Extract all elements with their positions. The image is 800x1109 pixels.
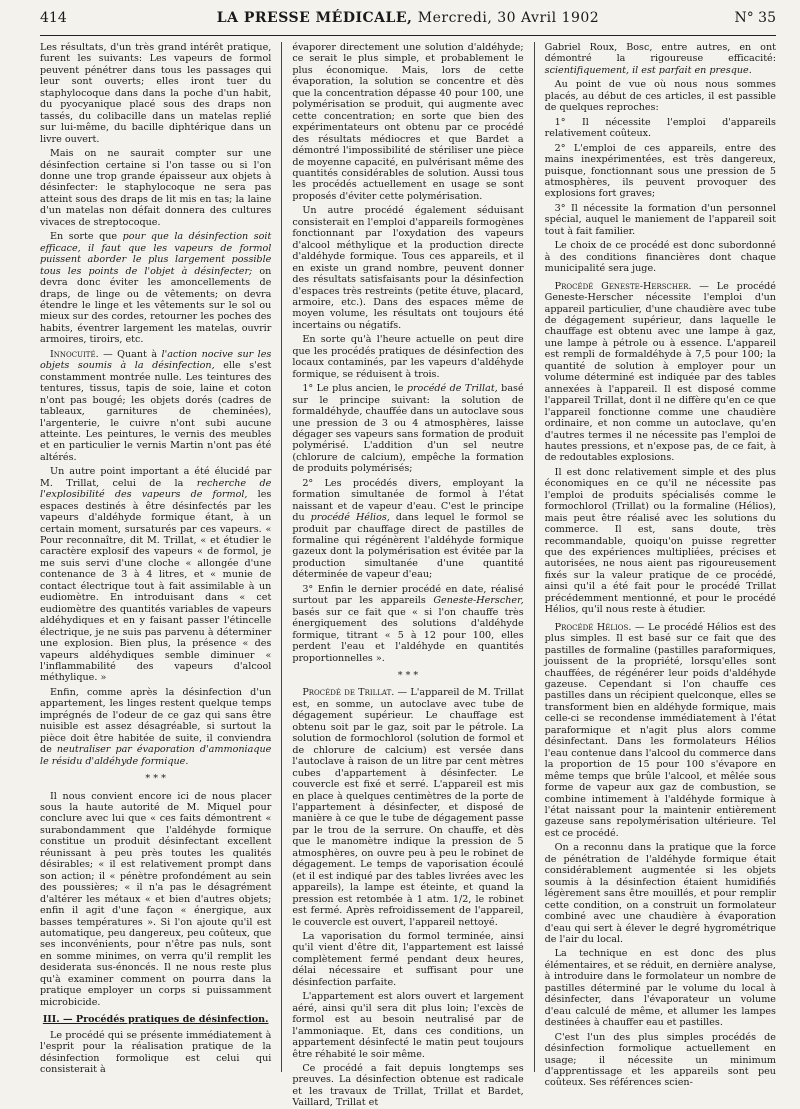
paragraph: Il est donc relativement simple et des plus économiques en ce qu'il ne nécessite pas l'emploi de produits spécialisés comme le formochlorol (Trillat) ou la formaline (Hélios), mais peut être réalisé avec les solutions du commerce. Il est, sans doute, très recommandable, quoiqu'on puisse regretter que des expériences multipliées, précises et autorisées, ne nous aient pas rigoureusement fixés sur la valeur pratique de ce procédé, ainsi qu'il a été fait pour le procédé Trillat précédemment mentionné, et pour le procédé Hélios, qu'il nous reste à étudier. xyxy=(544,466,776,616)
paragraph: Le choix de ce procédé est donc subordonné à des conditions financières dont chaque municipalité sera juge. xyxy=(544,240,776,275)
paragraph xyxy=(40,231,271,346)
paragraph xyxy=(40,687,271,767)
paragraph xyxy=(40,466,271,684)
run-in-heading: Procédé Geneste-Herscher. xyxy=(554,280,692,292)
issue-number: N° 35 xyxy=(734,10,776,26)
paragraph: Au point de vue où nous nous sommes placés, au début de ces articles, il est passible de quelques reproches: xyxy=(544,79,776,114)
paragraph xyxy=(545,281,776,464)
section-heading-text: III. — Procédés pratiques de désinfection. xyxy=(42,1014,269,1026)
paragraph: On a reconnu dans la pratique que la force de pénétration de l'aldéhyde formique était considérablement augmentée si les objets soumis à la désinfection étaient humidifiés légèrement sans être mouillés, et pour remplir cette condition, on a construit un formolateur combiné avec une chaudière à évaporation d'eau qui sert à élever le degré hygrométrique de l'air du local. xyxy=(544,842,776,945)
text: Un autre point important a été élucidé par M. Trillat, celui de la xyxy=(40,466,272,489)
column-3 xyxy=(544,42,776,1089)
journal-title xyxy=(217,10,599,26)
paragraph xyxy=(292,687,523,928)
text: 2° Les procédés divers, employant la formation simultanée de formol à l'état naissant et de vapeur d'eau. C'est le principe du xyxy=(292,477,524,524)
section-heading xyxy=(40,1014,271,1025)
paragraph xyxy=(292,584,523,664)
paragraph xyxy=(292,383,523,475)
text: — L'appareil de M. Trillat est, en somme, un autoclave avec tube de dégagement supérieur. Le chauffage est obtenu soit par le gaz, soit par le pétrole. La solution de formochlorol (solution de formol et de chlorure de calcium) est versée dans l'autoclave à raison de un litre par cent mètres cubes d'appartement à désinfecter. Le couvercle est fixé et serré. L'appareil est mis en place à quelques centimètres de la porte de l'appartement à désinfecter, et disposé de manière à ce que le tube de dégagement passe par le trou de la serrure. On chauffe, et dès que le manomètre indique la pression de 5 atmosphères, on ouvre peu à peu le robinet de dégagement. Le temps de vaporisation écoulé (et il est indiqué par des tables livrées avec les appareils), la lampe est éteinte, et quand la pression est retombée à 1 atm. 1/2, le robinet est fermé. Après refroidissement de l'appareil, le couvercle est ouvert, l'appareil nettoyé. xyxy=(292,687,524,928)
run-in-heading: Innocuité. xyxy=(50,348,99,360)
paragraph: Ce procédé a fait depuis longtemps ses preuves. La désinfection obtenue est radicale et les travaux de Trillat, Trillat et Bardet, Vaillard, Trillat et xyxy=(292,1062,524,1109)
italic-text: scientifiquement, il est parfait en presque. xyxy=(544,64,752,76)
text: Enfin, comme après la désinfection d'un appartement, les linges restent quelque temps imprégnés de l'odeur de ce gaz qui sans être nuisible est assez désagréable, si surtout la pièce doit être habitée de suite, il conviendra de xyxy=(40,686,272,756)
text: En sorte que xyxy=(50,231,123,243)
text: elle s'est constamment montrée nulle. Les teintures des tentures, tissus, tapis de soie, laine et coton n'ont pas bougé; les objets dorés (cadres de tableaux, garnitures de cheminées), l'argenterie, le cuivre n'ont subi aucune atteinte. Les peintures, le vernis des meubles et en particulier le vernis Martin n'ont pas été altérés. xyxy=(40,360,272,463)
paragraph: Un autre procédé également séduisant consisterait en l'emploi d'appareils formogènes fonctionnant par l'oxydation des vapeurs d'alcool méthylique et la production directe d'aldéhyde formique. Tous ces appareils, et il en existe un grand nombre, peuvent donner des résultats satisfaisants pour la désinfection d'espaces très restreints (petite étuve, placard, armoire, etc.). Dans des espaces même de moyen volume, les résultats ont toujours été incertains ou négatifs. xyxy=(292,205,524,331)
text: basés sur ce fait que « si l'on chauffe très énergiquement des solutions d'aldéhyde formique, titrant « 5 à 12 pour 100, elles perdent l'eau et l'aldéhyde en quantités proportionnelles ». xyxy=(292,606,524,664)
paragraph: Il nous convient encore ici de nous placer sous la haute autorité de M. Miquel pour conclure avec lui que « ces faits démontrent « surabondamment que l'aldéhyde formique constitue un produit désinfectant excellent réunissant à peu près toutes les qualités désirables; « il est relativement prompt dans son action; il « pénètre profondément au sein des poussières; « il n'a pas le désagrément d'altérer les métaux « et bien d'autres objets; enfin il agit d'une façon « énergique, aux basses températures ». Si l'on ajoute qu'il est automatique, peu dangereux, peu coûteux, que ses inconvénients, pour n'être pas nuls, sont en somme minimes, on verra qu'il remplit les desiderata sus-énoncés. Il ne nous reste plus qu'à examiner comment on pourra dans la pratique employer un corps si puissamment microbicide. xyxy=(40,790,272,1008)
section-separator: * * * xyxy=(397,670,419,682)
paragraph: évaporer directement une solution d'aldéhyde; ce serait le plus simple, et probablement le plus économique. Mais, lors de cette évaporation, la solution se concentre et dès que la concentration dépasse 40 pour 100, une polymérisation se produit, qui augmente avec cette concentration; en sorte que bien des expérimentateurs ont obtenu par ce procédé des résultats médiocres et que Bardet a démontré l'impossibilité de stériliser une pièce de moyenne capacité, en pulvérisant même des quantités considérables de solution. Aussi tous les procédés actuellement en usage se sont proposés d'éviter cette polymérisation. xyxy=(292,42,524,202)
text: les espaces destinés à être désinfectés par les vapeurs d'aldéhyde formique étant, à un certain moment, sursaturés par ces vapeurs. « Pour reconnaître, dit M. Trillat, « et étudier le caractère explosif des vapeurs « de formol, je me suis servi d'une cloche « allongée d'une contenance de 3 à 4 litres, et « munie de contact électrique tout à fait assimilable à un eudiomètre. En introduisant dans « cet eudiomètre des quantités variables de vapeurs aldéhydiques et en y faisant passer l'étincelle électrique, je ne suis pas parvenu à déterminer une explosion. Bien plus, la présence « des vapeurs aldéhydiques semble diminuer « l'inflammabilité des vapeurs d'alcool méthylique. » xyxy=(40,489,272,684)
paragraph: Mais on ne saurait compter sur une désinfection certaine si l'on tasse ou si l'on donne une trop grande épaisseur aux objets à désinfecter: le staphylocoque ne sera pas atteint sous des draps de lit mis en tas; la laine d'un matelas non défait donnera des cultures vivaces de streptocoque. xyxy=(40,148,272,228)
text: on devra donc éviter les amoncellements de draps, de linge ou de vêtements; on devra étendre le linge et les vêtements sur le sol ou mieux sur des cordes, retourner les poches des habits, éventrer largement les matelas, ouvrir armoires, tiroirs, etc. xyxy=(40,265,272,346)
header-rule xyxy=(40,35,776,36)
paragraph xyxy=(545,622,776,840)
list-item: 3° Il nécessite la formation d'un personnel spécial, auquel le maniement de l'appareil soit tout à fait familier. xyxy=(544,202,776,237)
list-item: 2° L'emploi de ces appareils, entre des mains inexpérimentées, est très dangereux, puisque, fonctionnant sous une pression de 5 atmosphères, ils peuvent provoquer des explosions fort graves; xyxy=(544,142,776,200)
italic-text: l'action nocive sur les objets soumis à la désinfection, xyxy=(40,348,272,372)
text: basé sur le principe suivant: la solution de formaldéhyde, chauffée dans un autoclave sous une pression de 3 ou 4 atmosphères, laisse dégager ses vapeurs sans formation de produit polymérisé. L'addition d'un sel neutre (chlorure de calcium), empêche la formation de produits polymérisés; xyxy=(292,383,524,475)
paragraph xyxy=(40,349,271,464)
paragraph: L'appartement est alors ouvert et largement aéré, ainsi qu'il sera dit plus loin; l'excès de formol est au besoin neutralisé par de l'ammoniaque. Et, dans ces conditions, un appartement désinfecté le matin peut toujours être réhabité le soir même. xyxy=(292,991,524,1060)
run-in-heading: Procédé Hélios. xyxy=(554,621,632,633)
paragraph: La technique en est donc des plus élémentaires, et se réduit, en dernière analyse, à introduire dans le formolateur un nombre de pastilles déterminé par le volume du local à désinfecter, dans l'évaporateur un volume d'eau calculé de même, et allumer les lampes destinées à chauffer eau et pastilles. xyxy=(544,948,776,1029)
italic-text: neutraliser par évaporation d'ammoniaque le résidu d'aldéhyde formique. xyxy=(40,744,272,767)
text: 1° Le plus ancien, le xyxy=(302,383,407,395)
issue-date: Mercredi, 30 Avril 1902 xyxy=(417,10,600,26)
section-separator: * * * xyxy=(145,773,166,785)
column-1 xyxy=(40,42,282,1075)
paragraph xyxy=(292,478,523,581)
italic-text: procédé de Trillat, xyxy=(406,383,498,395)
paragraph xyxy=(545,42,776,76)
text: — Le procédé Hélios est des plus simples. Il est basé sur ce fait que des pastilles de formaline (pastilles paraformiques, jouissent de la propriété, lorsqu'elles sont chauffées, de régénérer leur poids d'aldéhyde gazeuse. Cependant si l'on chauffe ces pastilles dans un récipient quelconque, elles se transforment bien en aldéhyde formique, mais celle-ci se recondense immédiatement à l'état paraformique et n'agit plus alors comme désinfectant. Dans les formolateurs Hélios l'eau contenue dans l'alcool du commerce dans la proportion de 15 pour 100 s'évapore en même temps que brûle l'alcool, et mêlée sous forme de vapeur aux gaz de combustion, se combine intimement à l'aldéhyde formique à l'état naissant pour la maintenir entièrement gazeuse sans repolymérisation ultérieure. Tel est ce procédé. xyxy=(544,621,776,839)
italic-text: procédé Hélios, xyxy=(310,512,390,524)
list-item: 1° Il nécessite l'emploi d'appareils relativement coûteux. xyxy=(544,116,776,140)
journal-name: LA PRESSE MÉDICALE, xyxy=(216,10,413,26)
text: — Quant à xyxy=(98,348,162,360)
paragraph: En sorte qu'à l'heure actuelle on peut dire que les procédés pratiques de désinfection des locaux contaminés, par les vapeurs d'aldéhyde formique, se réduisent à trois. xyxy=(292,334,524,380)
run-in-heading: Procédé de Trillat. xyxy=(302,687,395,699)
text: 3° Enfin le dernier procédé en date, réalisé surtout par les appareils xyxy=(292,583,524,607)
paragraph: Les résultats, d'un très grand intérêt pratique, furent les suivants: Les vapeurs de formol peuvent pénétrer dans tous les passages qui leur sont ouverts; elles iront tuer du staphylocoque dans dans la poche d'un habit, du pyocyanique placé sous des draps non tassés, du colibacille dans un matelas replié sur lui-même, du bacille diphtérique dans un livre ouvert. xyxy=(40,42,272,145)
text-columns xyxy=(40,42,776,1109)
italic-text: recherche de l'explosibilité des vapeurs de formol, xyxy=(40,477,272,501)
italic-text: pour que la désinfection soit efficace, il faut que les vapeurs de formol puissent aborder le plus largement possible tous les points de l'objet à désinfecter; xyxy=(40,231,272,277)
paragraph: La vaporisation du formol terminée, ainsi qu'il vient d'être dit, l'appartement est laissé complètement fermé pendant deux heures, délai nécessaire et suffisant pour une désinfection parfaite. xyxy=(292,930,524,988)
column-2 xyxy=(292,42,534,1109)
text: dans lequel le formol se produit par chauffage direct de pastilles de formaline qui régénèrent l'aldéhyde formique gazeux dont la polymérisation est évitée par la production simultanée d'une quantité déterminée de vapeur d'eau; xyxy=(292,512,524,581)
paragraph: Le procédé qui se présente immédiatement à l'esprit pour la réalisation pratique de la désinfection formolique est celui qui consisterait à xyxy=(40,1029,272,1075)
text: Gabriel Roux, Bosc, entre autres, en ont démontré la rigoureuse efficacité: xyxy=(544,42,776,65)
text: — Le procédé Geneste-Herscher nécessite l'emploi d'un appareil particulier, d'une chaudière avec tube de dégagement supérieur, dans laquelle le chauffage est obtenu avec une lampe à gaz, une lampe à pétrole ou à essence. L'appareil est rempli de formaldéhyde à 7,5 pour 100; la quantité de solution à employer pour un volume déterminé est indiquée par des tables annexées à l'appareil. Il est disposé comme l'appareil Trillat, dont il ne diffère qu'en ce que l'appareil fonctionne comme une chaudière ordinaire, et non comme un autoclave, qu'en d'autres termes il ne nécessite pas l'emploi de hautes pressions, et n'expose pas, de ce fait, à de redoutables explosions. xyxy=(544,280,776,464)
paragraph: C'est l'un des plus simples procédés de désinfection formolique actuellement en usage; il nécessite un minimum d'apprentissage et les appareils sont peu coûteux. Ses références scien- xyxy=(544,1031,776,1089)
page-header xyxy=(40,10,776,32)
page-number: 414 xyxy=(40,10,67,26)
italic-text: Geneste-Herscher, xyxy=(433,595,524,607)
